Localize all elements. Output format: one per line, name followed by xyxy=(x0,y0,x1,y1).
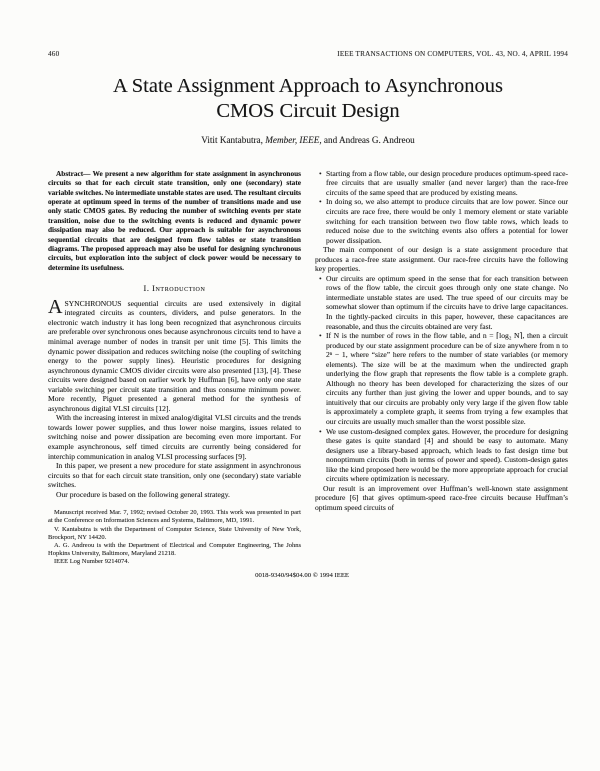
footnote-affiliation-1: V. Kantabutra is with the Department of Computer Science, State University of New York, Brockport, NY 14420. xyxy=(48,525,301,541)
page-number: 460 xyxy=(48,50,60,58)
design-goal-bullet-list xyxy=(315,169,568,245)
bullet-flow-table: • Starting from a flow table, our design procedure produces optimum-speed race-free circuits that are usually smaller (and never larger) than the race-free circuits of the same speed that are produced by existing means. xyxy=(326,169,568,198)
abstract-paragraph xyxy=(48,169,301,272)
abstract-text: We present a new algorithm for state assignment in asynchronous circuits so that for each circuit state transition, only one (secondary) state variable switches. No intermediate unstable states are used. The resultant circuits operate at optimum speed in terms of the number of transitions made and use only static CMOS gates. By reducing the number of switching events per state transition, noise due to the switching events is reduced and dynamic power dissipation may also be reduced. Our approach is suitable for asynchronous sequential circuits that are designed from flow tables or state transition diagrams. The proposed approach may also be useful for designing synchronous circuits, but exploration into the subject of clock power would be necessary to determine its usefulness. xyxy=(48,168,301,272)
right-column xyxy=(315,169,568,581)
intro-paragraph-3: In this paper, we present a new procedure for state assignment in asynchronous circuits so that for each circuit state transition, only one (secondary) state variable switches. xyxy=(48,461,301,490)
author-line xyxy=(48,135,568,145)
intro-paragraph-4: Our procedure is based on the following general strategy. xyxy=(56,489,230,499)
intro-paragraph-1-text: sequential circuits are used extensively in digital integrated circuits as counters, dividers, and pulse generators. In the electronic watch industry it has long been recognized that asynchronous circuits are preferable over synchronous ones because asynchronous circuits tend to have a minimal average number of nodes in transit per unit time [5]. This limits the dynamic power dissipation and reduces switching noise (the coupling of switching energy to the power supply lines). Heuristic procedures for designing asynchronous dynamic CMOS divider circuits were also presented [13], [4]. These circuits were designed based on earlier work by Huffman [6], have only one state variable switching per circuit state transition and thus consume minimum power. More recently, Piguet presented a general method for the synthesis of asynchronous digital VLSI circuits [12]. xyxy=(48,298,301,413)
huffman-improvement-paragraph: Our result is an improvement over Huffman’s well-known state assignment procedure [6] that gives optimum-speed race-free circuits because Huffman’s optimum speed circuits of xyxy=(315,483,568,512)
author-membership: Member, IEEE, xyxy=(265,134,322,145)
footnote-affiliation-2: A. G. Andreou is with the Department of Electrical and Computer Engineering, The Johns Hopkins University, Baltimore, Maryland 21218. xyxy=(48,541,301,557)
bullet-circuit-size: • If N is the number of rows in the flow table, and n = ⌈log₂ N⌉, then a circuit produced by our state assignment procedure can be of size anywhere from n to 2ⁿ − 1, where “size” here refers to the number of state variables (or memory elements). The size will be at the maximum when the undirected graph underlying the flow graph that represents the flow table is a complete graph. Although no theory has been developed for characterizing the sizes of our circuits any further than just giving the lower and upper bounds, and to say intuitively that our circuits are probably only very large if the given flow table is approximately a complete graph, it seems from trying a few examples that our circuits are usually much smaller than the worst possible size. xyxy=(326,331,568,426)
intro-paragraph-1 xyxy=(48,295,301,414)
drop-cap: A xyxy=(48,295,63,318)
paper-title xyxy=(48,74,568,125)
abstract-label: Abstract— xyxy=(56,168,91,178)
main-component-paragraph: The main component of our design is a state assignment procedure that produces a race-free state assignment. Our race-free circuits have the following key properties. xyxy=(315,245,568,274)
bullet-optimum-speed: • Our circuits are optimum speed in the sense that for each transition between rows of the flow table, the circuit goes through only one state change. No intermediate unstable states are used. The true speed of our circuits may be somewhat slower than optimum if the circuits have to drive large capacitances. In the tightly-packed circuits in this paper, however, these capacitances are reasonable, and thus the circuits obtained are very fast. xyxy=(326,274,568,331)
key-properties-bullet-list xyxy=(315,274,568,484)
bullet-low-power: • In doing so, we also attempt to produce circuits that are low power. Since our circuits are race free, there would be only 1 memory element or state variable switching for each transition between two flow table rows, which leads to reduced noise due to the switching events also offers a potential for lower power dissipation. xyxy=(326,197,568,245)
paper-title-line1: A State Assignment Approach to Asynchronous xyxy=(112,75,504,97)
paper-title-line2: CMOS Circuit Design xyxy=(216,100,400,123)
intro-lead-word: SYNCHRONOUS xyxy=(64,298,122,308)
two-column-body xyxy=(48,169,568,581)
section-heading-introduction: I. Introduction xyxy=(143,284,206,294)
footnote-manuscript: Manuscript received Mar. 7, 1992; revised October 20, 1993. This work was presented in part at the Conference on Information Sciences and Systems, Baltimore, MD, 1991. xyxy=(48,509,301,525)
journal-header: IEEE TRANSACTIONS ON COMPUTERS, VOL. 43, NO. 4, APRIL 1994 xyxy=(337,50,568,58)
intro-paragraph-2: With the increasing interest in mixed analog/digital VLSI circuits and the trends towards lower power supplies, and thus lower noise margins, issues related to switching noise and power dissipation are becoming even more important. For example asynchronous, self timed circuits are currently being considered for interchip communication in analog VLSI processing surfaces [9]. xyxy=(48,413,301,461)
copyright-line: 0018-9340/94$04.00 © 1994 IEEE xyxy=(255,571,349,579)
footnote-block xyxy=(48,509,301,566)
running-header xyxy=(48,50,568,58)
footnote-log-number: IEEE Log Number 9214074. xyxy=(54,557,130,565)
bullet-complex-gates: • We use custom-designed complex gates. However, the procedure for designing these gates is quite standard [4] and should be easy to automate. Many designers use a library-based approach, which leads to fast design time but nonoptimum circuits (both in terms of power and speed). Custom-design gates like the kind proposed here would be the more appropriate approach for crucial circuits where optimization is necessary. xyxy=(326,427,568,484)
author-name-2: and Andreas G. Andreou xyxy=(321,134,415,145)
author-name-1: Vitit Kantabutra, xyxy=(201,134,266,145)
left-column xyxy=(48,168,349,581)
